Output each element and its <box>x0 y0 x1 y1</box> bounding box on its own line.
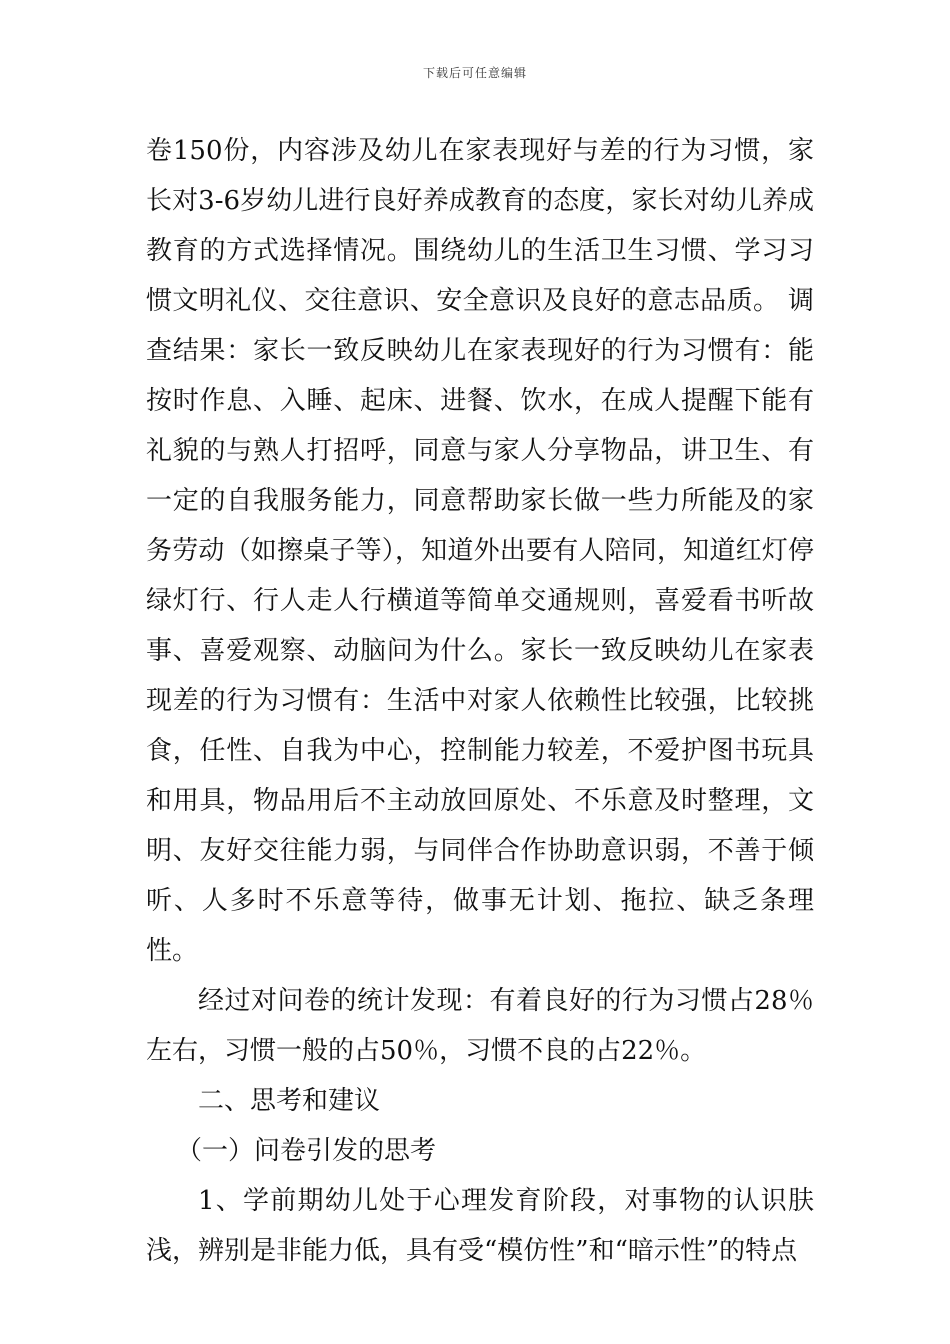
body-text <box>146 126 814 1276</box>
paragraph-survey-results: 卷150份，内容涉及幼儿在家表现好与差的行为习惯，家长对3-6岁幼儿进行良好养成教育的态度，家长对幼儿养成教育的方式选择情况。围绕幼儿的生活卫生习惯、学习习惯文明礼仪、交往意识、安全意识及良好的意志品质。 调查结果：家长一致反映幼儿在家表现好的行为习惯有：能按时作息、入睡、起床、进餐、饮水，在成人提醒下能有礼貌的与熟人打招呼，同意与家人分享物品，讲卫生、有一定的自我服务能力，同意帮助家长做一些力所能及的家务劳动（如擦桌子等），知道外出要有人陪同，知道红灯停绿灯行、行人走人行横道等简单交通规则，喜爱看书听故事、喜爱观察、动脑问为什么。家长一致反映幼儿在家表现差的行为习惯有：生活中对家人依赖性比较强，比较挑食，任性、自我为中心，控制能力较差，不爱护图书玩具和用具，物品用后不主动放回原处、不乐意及时整理，文明、友好交往能力弱，与同伴合作协助意识弱，不善于倾听、人多时不乐意等待，做事无计划、拖拉、缺乏条理性。 <box>146 136 814 966</box>
section-heading-thoughts-suggestions: 二、思考和建议 <box>198 1086 381 1116</box>
subsection-heading-questionnaire-thoughts: （一）问卷引发的思考 <box>176 1136 437 1166</box>
paragraph-statistics: 经过对问卷的统计发现：有着良好的行为习惯占28％左右，习惯一般的占50％，习惯不良的占22％。 <box>146 986 814 1066</box>
paragraph-point-1: 1、学前期幼儿处于心理发育阶段，对事物的认识肤浅，辨别是非能力低，具有受“模仿性”和“暗示性”的特点 <box>146 1186 814 1266</box>
header-note: 下载后可任意编辑 <box>422 66 527 80</box>
